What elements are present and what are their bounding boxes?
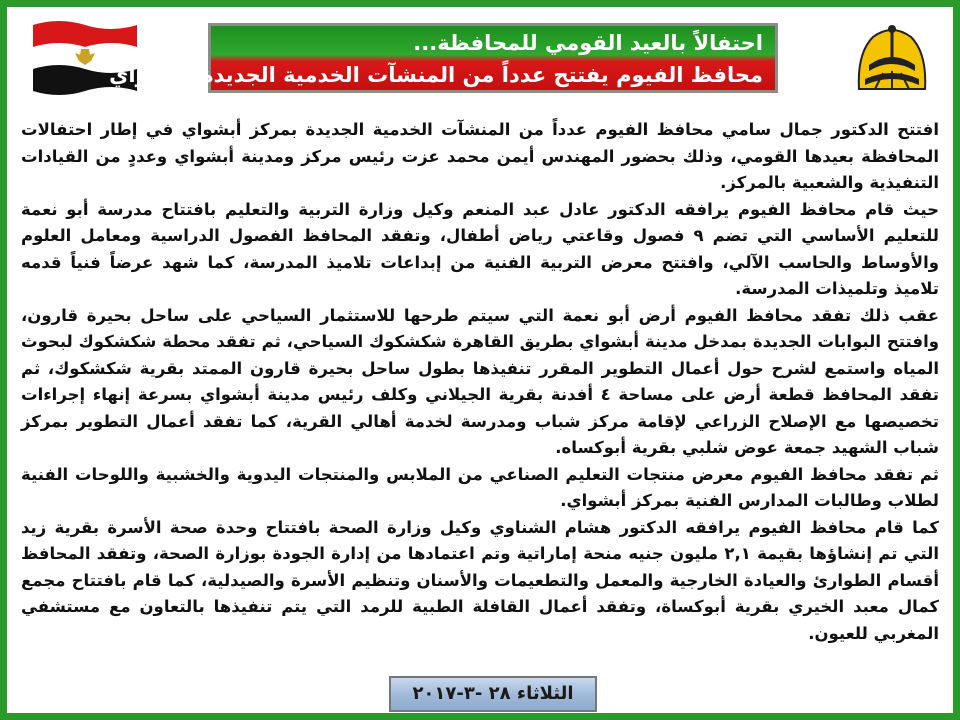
date-badge: الثلاثاء ٢٨ -٣-٢٠١٧ bbox=[389, 676, 597, 712]
paragraph-5: كما قام محافظ الفيوم يرافقه الدكتور هشام الشناوي وكيل وزارة الصحة بافتتاح وحدة صحة الأسرة بقرية زيد التي تم إنشاؤها بقيمة ٢,١ مليون جنيه منحة إماراتية وتم اعتمادها من إدارة الجودة بوزارة الصحة، وتفقد المحافظ أقسام الطوارئ والعيادة الخارجية والمعمل والتطعيمات والأسنان وتنظيم الأسرة والصيدلية، كما قام بافتتاح مجمع كمال معبد الخيري بقرية أبوكساة، وتفقد أعمال القافلة الطبية للرمد التي يتم تنفيذها بالتعاون مع مستشفي المغربي للعيون. bbox=[21, 517, 939, 643]
title-banner bbox=[109, 23, 778, 93]
title-line-1: احتفالاً بالعيد القومي للمحافظة... bbox=[413, 31, 763, 55]
title-line-2: محافظ الفيوم يفتتح عدداً من المنشآت الخدمية الجديدة بأبشواي bbox=[109, 63, 763, 87]
paragraph-3: عقب ذلك تفقد محافظ الفيوم أرض أبو نعمة التي سيتم طرحها للاستثمار السياحي على ساحل بحيرة قارون، وافتتح البوابات الجديدة بمدخل مدينة أبشواي بطريق القاهرة شكشكوك السياحي، ثم تفقد محطة شكشكوك لبحوث المياه واستمع لشرح حول أعمال التطوير المقرر تنفيذها بطول ساحل بحيرة قارون الممتد بقرية شكشكوك، ثم تفقد المحافظ قطعة أرض على مساحة ٤ أفدنة بقرية الجيلاني وكلف رئيس مدينة أبشواي بسرعة إنهاء إجراءات تخصيصها مع الإصلاح الزراعي لإقامة مركز شباب ومدرسة لخدمة أهالي القرية، كما تفقد أعمال التطوير بمركز شباب الشهيد جمعة عوض شلبي بقرية أبوكساه. bbox=[21, 305, 939, 457]
paragraph-4: ثم تفقد محافظ الفيوم معرض منتجات التعليم الصناعي من الملابس والمنتجات اليدوية والخشبية واللوحات الفنية لطلاب وطالبات المدارس الفنية بمركز أبشواي. bbox=[21, 464, 939, 510]
article-body bbox=[21, 117, 939, 647]
paragraph-2: حيث قام محافظ الفيوم يرافقه الدكتور عادل عبد المنعم وكيل وزارة التربية والتعليم بافتتاح مدرسة أبو نعمة للتعليم الأساسي التي تضم ٩ فصول وقاعتي رياض أطفال، وتفقد المحافظ الفصول الدراسية ومعامل العلوم والأوساط والحاسب الآلي، وافتتح معرض التربية الفنية من إبداعات تلاميذ المدرسة، كما شهد عرضاً فنياً قدمه تلاميذ وتلميذات المدرسة. bbox=[21, 199, 940, 298]
fayoum-governorate-logo-icon bbox=[853, 19, 931, 99]
paragraph-1: افتتح الدكتور جمال سامي محافظ الفيوم عدداً من المنشآت الخدمية الجديدة بمركز أبشواي في إطار احتفالات المحافظة بعيدها القومي، وذلك بحضور المهندس أيمن محمد عزت رئيس مركز ومدينة أبشواي وعددٍ من القيادات التنفيذية والشعبية بالمركز. bbox=[21, 120, 939, 192]
